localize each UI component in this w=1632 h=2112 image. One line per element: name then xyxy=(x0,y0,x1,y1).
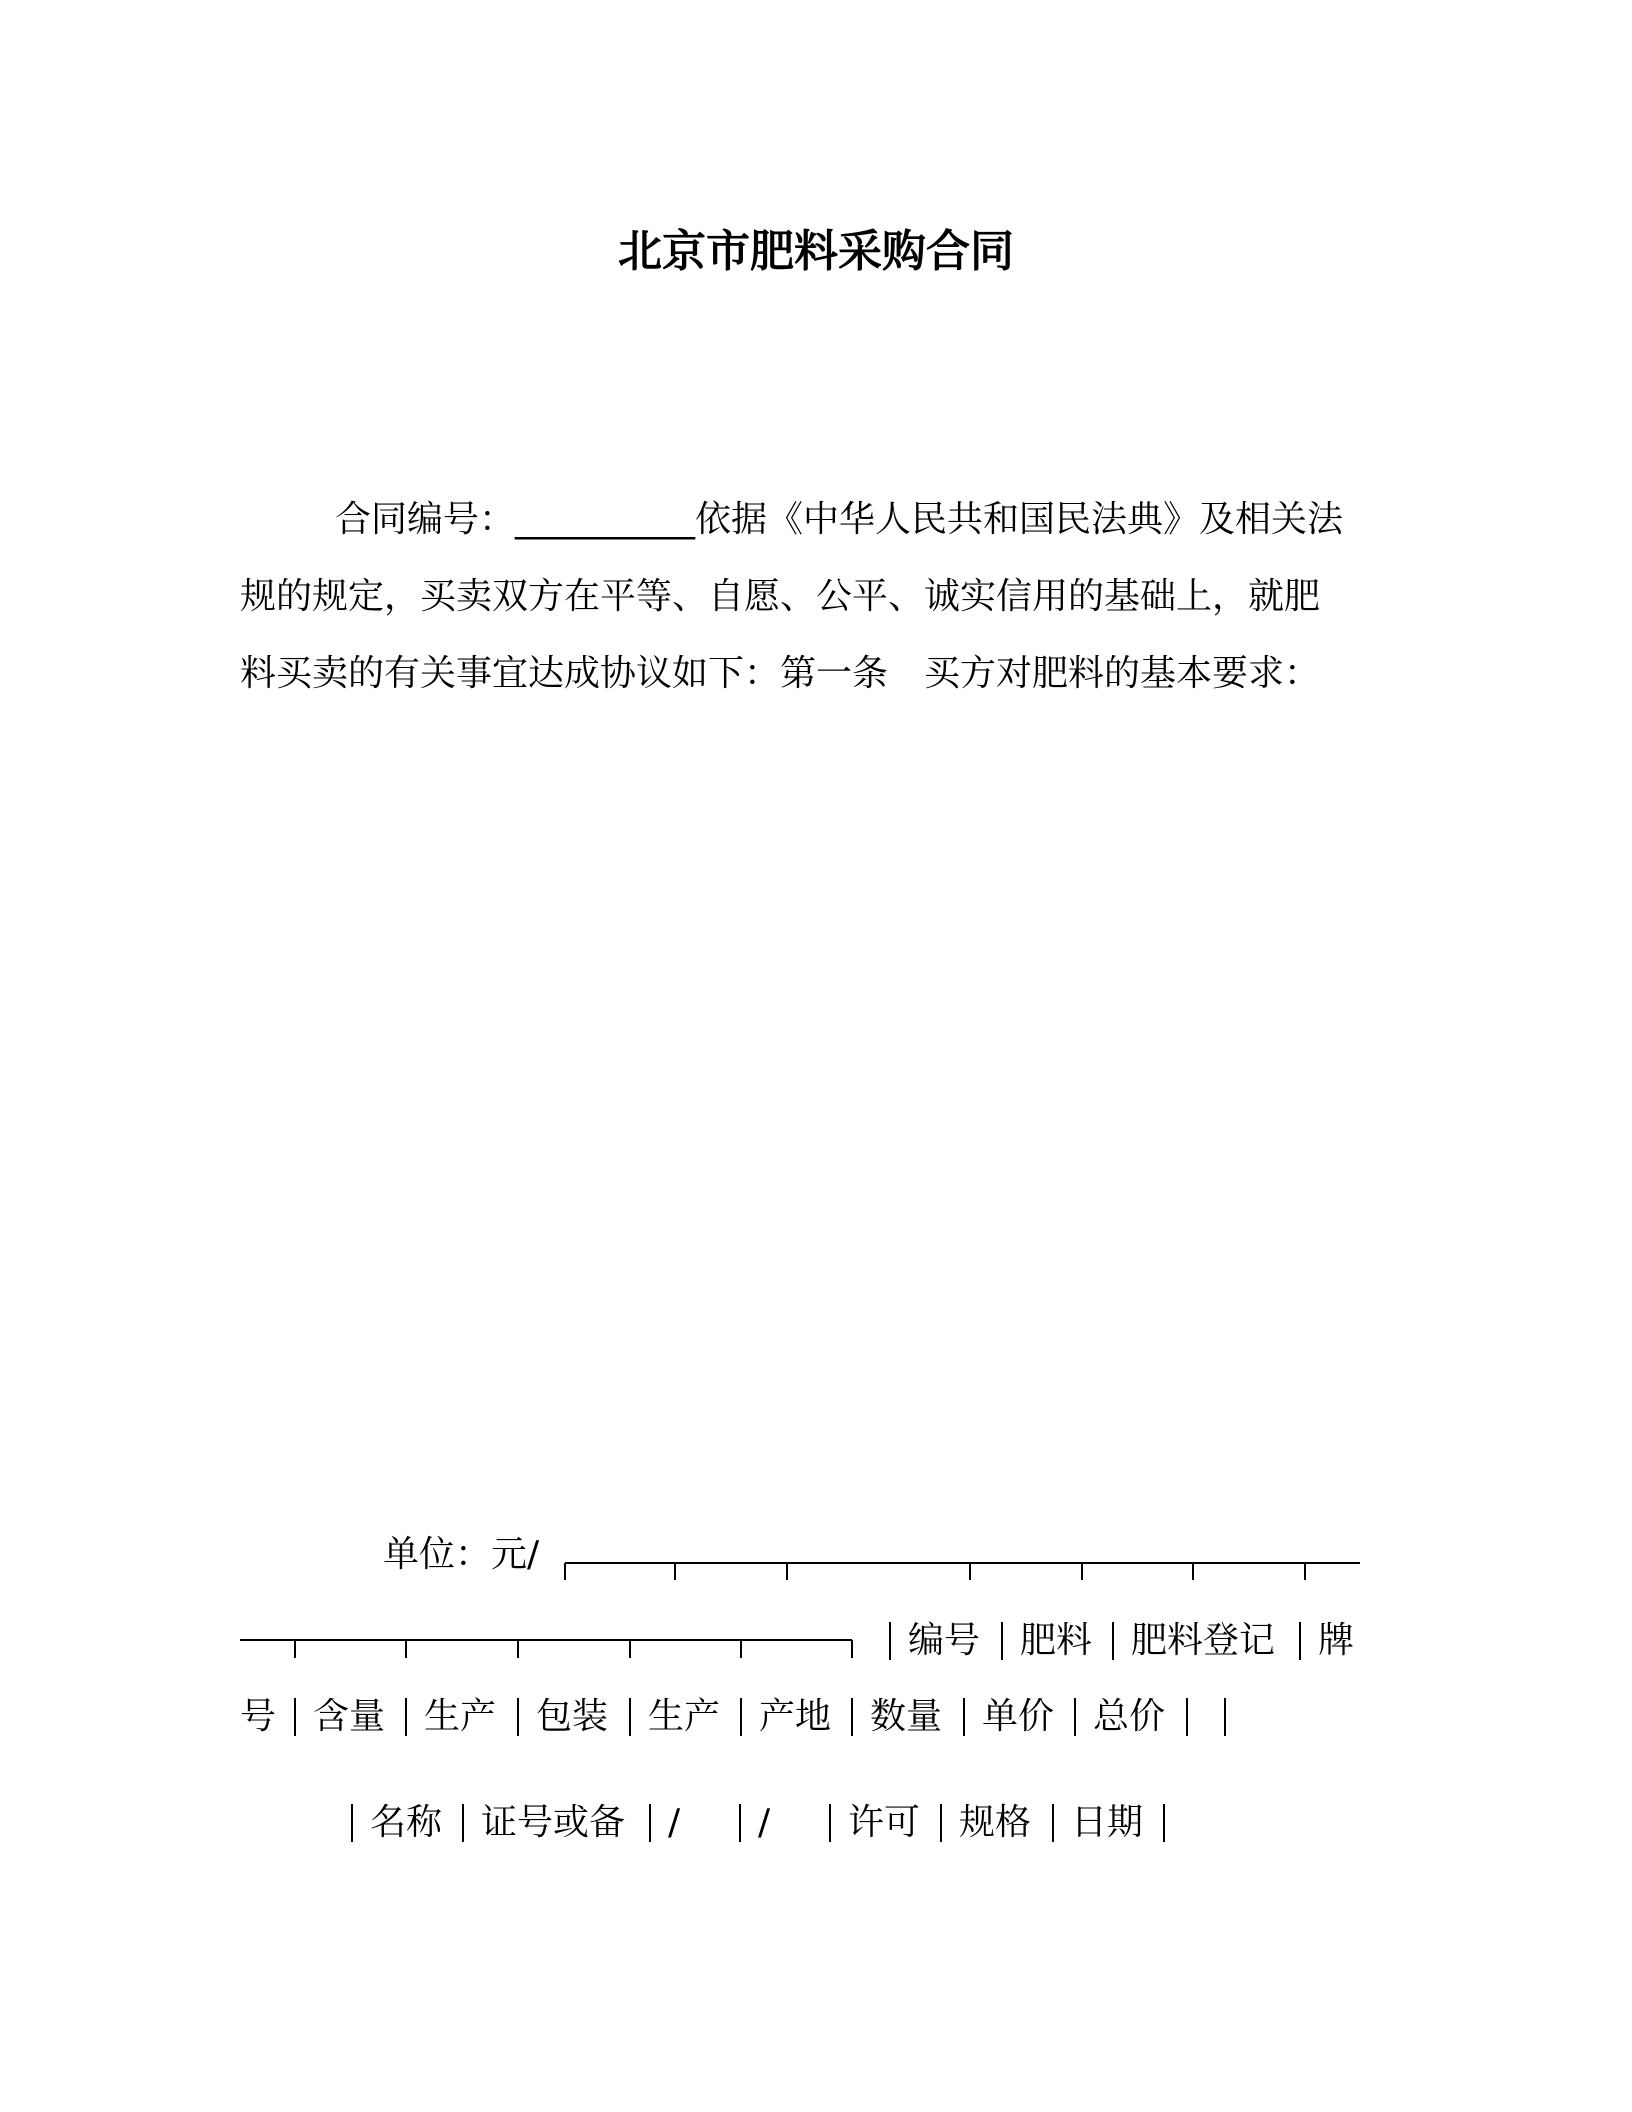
table-cell: 肥料 xyxy=(1020,1620,1093,1661)
table-cell: / xyxy=(668,1802,681,1843)
table-cell: 含量 xyxy=(313,1696,386,1737)
table-cell: 单价 xyxy=(982,1696,1055,1737)
table-cell: 日期 xyxy=(1071,1802,1144,1843)
table-cell: / xyxy=(758,1802,771,1843)
table-cell: 证号或备 xyxy=(481,1802,626,1843)
paragraph-line-2: 规的规定，买卖双方在平等、自愿、公平、诚实信用的基础上，就肥 xyxy=(240,576,1321,617)
table-cell: 数量 xyxy=(870,1696,943,1737)
document-title: 北京市肥料采购合同 xyxy=(618,226,1014,277)
table-cell: 生产 xyxy=(648,1696,721,1737)
table-cell: 包装 xyxy=(536,1696,609,1737)
table-cell: 生产 xyxy=(424,1696,497,1737)
table-cell: 牌 xyxy=(1318,1620,1355,1661)
table-cell: 名称 xyxy=(370,1802,443,1843)
table-cell: 肥料登记 xyxy=(1131,1620,1276,1661)
table-cell: 总价 xyxy=(1093,1696,1166,1737)
table-cell: 编号 xyxy=(908,1620,981,1661)
paragraph-line-1: 合同编号：__________依据《中华人民共和国民法典》及相关法 xyxy=(335,499,1344,540)
paragraph-line-3: 料买卖的有关事宜达成协议如下：第一条 买方对肥料的基本要求： xyxy=(240,653,1321,694)
table-cell: 许可 xyxy=(848,1802,921,1843)
table-cell: 规格 xyxy=(959,1802,1032,1843)
table-cell: 号 xyxy=(240,1696,277,1737)
unit-label: 单位：元/ xyxy=(383,1534,540,1575)
table-cell: 产地 xyxy=(759,1696,832,1737)
